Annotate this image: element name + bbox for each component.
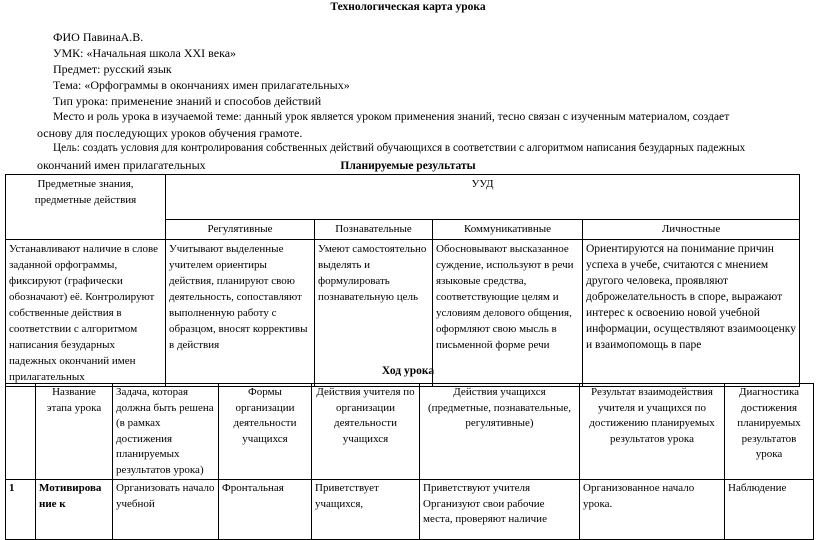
col-cognitive: Познавательные bbox=[315, 220, 433, 240]
regulatory-cell: Учитывают выделенные учителем ориентиры действия, планируют свою деятельность, сопоставляют выполненную работу с образцом, вносят коррективы в действия bbox=[166, 240, 315, 387]
col-personal: Личностные bbox=[583, 220, 800, 240]
row1-result: Организованное начало урока. bbox=[580, 480, 725, 540]
row1-task: Организовать начало учебной bbox=[113, 480, 219, 540]
topic-line: Тема: «Орфограммы в окончаниях имен прилагательных» bbox=[53, 78, 350, 92]
header-stage: Название этапа урока bbox=[36, 384, 113, 480]
subject-knowledge-header bbox=[6, 175, 166, 240]
fio-line: ФИО ПавинаА.В. bbox=[53, 30, 144, 44]
lesson-type-line: Тип урока: применение знаний и способов действий bbox=[53, 94, 322, 108]
row1-num: 1 bbox=[6, 480, 36, 540]
row1-teacher: Приветствует учащихся, bbox=[312, 480, 420, 540]
row1-diagnostics: Наблюдение bbox=[725, 480, 814, 540]
cognitive-cell: Умеют самостоятельно выделять и формулировать познавательную цель bbox=[315, 240, 433, 387]
col-communicative: Коммуникативные bbox=[433, 220, 583, 240]
lesson-course-heading: Ход урока bbox=[381, 365, 435, 377]
subject-cell: Устанавливают наличие в слове заданной орфограммы, фиксируют (графически обозначают) её. Контролируют собственные действия в соответствии с алгоритмом написания безударных падежных окончаний имен прилагательных bbox=[6, 240, 166, 387]
header-result: Результат взаимодействия учителя и учащихся по достижению планируемых результатов урока bbox=[580, 384, 725, 480]
goal-line-2: окончаний имен прилагательных bbox=[37, 158, 206, 172]
planned-results-heading: Планируемые результаты bbox=[340, 160, 476, 172]
lesson-course-table bbox=[5, 383, 814, 540]
place-line-1: Место и роль урока в изучаемой теме: данный урок является уроком применения знаний, тесно связан с изученным материалом, создает bbox=[53, 110, 730, 123]
personal-cell: Ориентируются на понимание причин успеха в учебе, считаются с мнением другого человека, проявляют доброжелательность в споре, выражают интерес к освоению новой учебной информации, осуществляют взаимооценку и взаимопомощь в паре bbox=[583, 240, 800, 387]
row1-form: Фронтальная bbox=[219, 480, 312, 540]
header-task: Задача, которая должна быть решена (в рамках достижения планируемых результатов урока) bbox=[113, 384, 219, 480]
place-line-2: основу для последующих уроков обучения грамоте. bbox=[37, 126, 303, 140]
document-title: Технологическая карта урока bbox=[330, 1, 486, 13]
uud-header: УУД bbox=[166, 175, 800, 220]
subject-line: Предмет: русский язык bbox=[53, 62, 172, 76]
subject-header-line-2: предметные действия bbox=[34, 194, 137, 206]
planned-results-table bbox=[5, 174, 800, 387]
umk-line: УМК: «Начальная школа XXI века» bbox=[53, 46, 237, 60]
header-teacher: Действия учителя по организации деятельности учащихся bbox=[312, 384, 420, 480]
goal-line-1: Цель: создать условия для контролирования собственных действий обучающихся в соответствии с алгоритмом написания безударных падежных bbox=[53, 142, 746, 154]
subject-header-line-1: Предметные знания, bbox=[37, 178, 134, 190]
header-diagnostics: Диагностика достижения планируемых результатов урока bbox=[725, 384, 814, 480]
header-students: Действия учащихся (предметные, познавательные, регулятивные) bbox=[420, 384, 580, 480]
row1-students: Приветствуют учителя Организуют свои рабочие места, проверяют наличие bbox=[420, 480, 580, 540]
row1-stage: Мотивирова ние к bbox=[36, 480, 113, 540]
communicative-cell: Обосновывают высказанное суждение, используют в речи языковые средства, соответствующие целям и условиям делового общения, оформляют свою мысль в письменной форме речи bbox=[433, 240, 583, 387]
col-regulatory: Регулятивные bbox=[166, 220, 315, 240]
header-num bbox=[6, 384, 36, 480]
header-form: Формы организации деятельности учащихся bbox=[219, 384, 312, 480]
